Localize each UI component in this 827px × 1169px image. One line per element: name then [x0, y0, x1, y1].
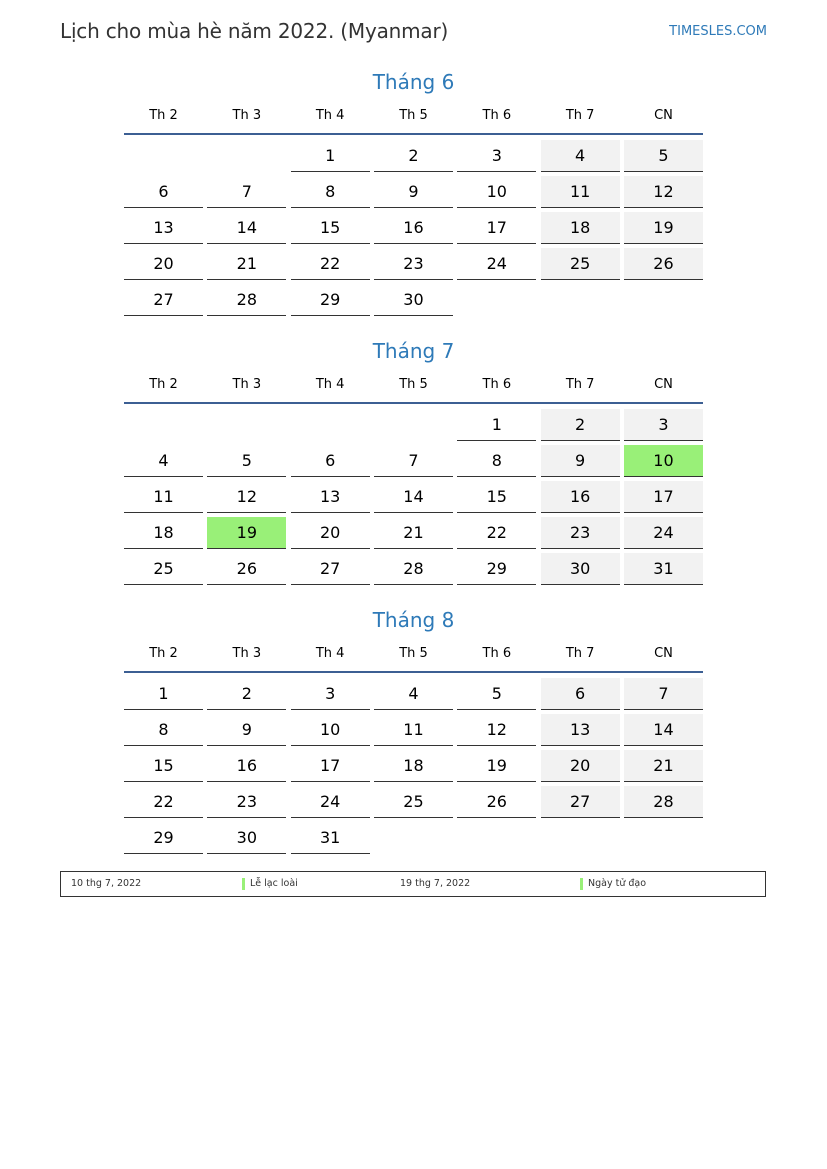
- day-cell: 7: [624, 678, 703, 710]
- empty-cell: [207, 409, 286, 441]
- weekday-label: CN: [654, 646, 673, 661]
- day-cell: 28: [624, 786, 703, 818]
- weekday-label: Th 6: [482, 377, 512, 392]
- day-cell: 22: [457, 517, 536, 549]
- empty-cell: [207, 140, 286, 172]
- days-grid: [124, 409, 703, 585]
- day-cell: 3: [457, 140, 536, 172]
- month-title: Tháng 8: [372, 608, 455, 632]
- weekday-label: Th 4: [315, 646, 345, 661]
- day-cell: 26: [624, 248, 703, 280]
- day-cell: 27: [541, 786, 620, 818]
- day-cell: 15: [457, 481, 536, 513]
- day-cell: 14: [207, 212, 286, 244]
- day-cell: 30: [541, 553, 620, 585]
- month-title: Tháng 7: [372, 339, 455, 363]
- day-cell: 12: [207, 481, 286, 513]
- weekday-label: Th 2: [149, 646, 178, 661]
- day-cell: 7: [374, 445, 453, 477]
- month-calendar-june: [124, 68, 703, 316]
- day-cell: 5: [457, 678, 536, 710]
- day-cell: 24: [457, 248, 536, 280]
- weekday-label: Th 6: [482, 646, 512, 661]
- day-cell: 11: [374, 714, 453, 746]
- day-cell: 28: [207, 284, 286, 316]
- weekday-label: Th 2: [149, 108, 178, 123]
- day-cell: 13: [291, 481, 370, 513]
- day-cell: 8: [457, 445, 536, 477]
- day-cell: 30: [207, 822, 286, 854]
- holiday-legend: [60, 871, 766, 897]
- day-cell: 15: [291, 212, 370, 244]
- weekday-label: CN: [654, 377, 673, 392]
- day-cell: 25: [374, 786, 453, 818]
- day-cell: 27: [291, 553, 370, 585]
- day-cell: 25: [541, 248, 620, 280]
- days-grid: [124, 140, 703, 316]
- day-cell: 8: [291, 176, 370, 208]
- empty-cell: [124, 409, 203, 441]
- weekday-header: [124, 643, 703, 673]
- day-cell: 15: [124, 750, 203, 782]
- day-cell: 23: [207, 786, 286, 818]
- day-cell: 16: [207, 750, 286, 782]
- day-cell: 23: [374, 248, 453, 280]
- day-cell: 8: [124, 714, 203, 746]
- day-cell: 2: [207, 678, 286, 710]
- weekday-label: Th 3: [232, 377, 262, 392]
- day-cell: 20: [291, 517, 370, 549]
- legend-holiday-name: Lễ lạc loài: [250, 878, 298, 889]
- day-cell: 17: [291, 750, 370, 782]
- day-cell: 16: [541, 481, 620, 513]
- month-calendar-july: [124, 337, 703, 585]
- day-cell: 14: [624, 714, 703, 746]
- day-cell: 5: [207, 445, 286, 477]
- day-cell: 9: [207, 714, 286, 746]
- day-cell: 4: [541, 140, 620, 172]
- empty-cell: [124, 140, 203, 172]
- weekday-label: CN: [654, 108, 673, 123]
- day-cell: 11: [541, 176, 620, 208]
- day-cell: 6: [541, 678, 620, 710]
- day-cell: 10: [291, 714, 370, 746]
- weekday-label: Th 7: [565, 646, 595, 661]
- day-cell: 21: [374, 517, 453, 549]
- day-cell: 23: [541, 517, 620, 549]
- brand-link[interactable]: TIMESLES.COM: [669, 24, 767, 39]
- page-title: Lịch cho mùa hè năm 2022. (Myanmar): [60, 19, 449, 43]
- day-cell: 29: [457, 553, 536, 585]
- day-cell: 24: [291, 786, 370, 818]
- day-cell: 10: [457, 176, 536, 208]
- day-cell: 31: [624, 553, 703, 585]
- weekday-label: Th 7: [565, 377, 595, 392]
- day-cell: 20: [541, 750, 620, 782]
- day-cell: 17: [457, 212, 536, 244]
- day-cell: 29: [124, 822, 203, 854]
- month-title: Tháng 6: [372, 70, 455, 94]
- weekday-label: Th 5: [399, 108, 428, 123]
- day-cell: 4: [374, 678, 453, 710]
- legend-date: 19 thg 7, 2022: [400, 878, 471, 889]
- day-cell: 9: [541, 445, 620, 477]
- day-cell: 1: [457, 409, 536, 441]
- weekday-label: Th 3: [232, 108, 262, 123]
- day-cell: 21: [207, 248, 286, 280]
- holiday-color-swatch: [242, 878, 245, 890]
- day-cell: 17: [624, 481, 703, 513]
- day-cell: 25: [124, 553, 203, 585]
- day-cell: 1: [291, 140, 370, 172]
- day-cell: 3: [624, 409, 703, 441]
- empty-cell: [374, 409, 453, 441]
- weekday-label: Th 5: [399, 646, 428, 661]
- holiday-day-cell: 10: [624, 445, 703, 477]
- weekday-label: Th 6: [482, 108, 512, 123]
- weekday-header: [124, 374, 703, 404]
- day-cell: 27: [124, 284, 203, 316]
- weekday-label: Th 7: [565, 108, 595, 123]
- day-cell: 1: [124, 678, 203, 710]
- days-grid: [124, 678, 703, 854]
- day-cell: 7: [207, 176, 286, 208]
- day-cell: 2: [541, 409, 620, 441]
- day-cell: 18: [541, 212, 620, 244]
- day-cell: 12: [457, 714, 536, 746]
- day-cell: 13: [541, 714, 620, 746]
- day-cell: 19: [457, 750, 536, 782]
- day-cell: 28: [374, 553, 453, 585]
- holiday-day-cell: 19: [207, 517, 286, 549]
- day-cell: 22: [291, 248, 370, 280]
- day-cell: 4: [124, 445, 203, 477]
- day-cell: 30: [374, 284, 453, 316]
- day-cell: 6: [291, 445, 370, 477]
- weekday-header: [124, 105, 703, 135]
- weekday-label: Th 4: [315, 377, 345, 392]
- holiday-color-swatch: [580, 878, 583, 890]
- day-cell: 5: [624, 140, 703, 172]
- day-cell: 31: [291, 822, 370, 854]
- day-cell: 29: [291, 284, 370, 316]
- day-cell: 20: [124, 248, 203, 280]
- day-cell: 22: [124, 786, 203, 818]
- day-cell: 19: [624, 212, 703, 244]
- day-cell: 16: [374, 212, 453, 244]
- day-cell: 18: [124, 517, 203, 549]
- day-cell: 13: [124, 212, 203, 244]
- day-cell: 6: [124, 176, 203, 208]
- day-cell: 14: [374, 481, 453, 513]
- weekday-label: Th 2: [149, 377, 178, 392]
- empty-cell: [291, 409, 370, 441]
- legend-holiday-name: Ngày tử đạo: [588, 878, 647, 889]
- day-cell: 9: [374, 176, 453, 208]
- day-cell: 18: [374, 750, 453, 782]
- day-cell: 26: [207, 553, 286, 585]
- day-cell: 26: [457, 786, 536, 818]
- weekday-label: Th 4: [315, 108, 345, 123]
- day-cell: 11: [124, 481, 203, 513]
- day-cell: 2: [374, 140, 453, 172]
- weekday-label: Th 5: [399, 377, 428, 392]
- day-cell: 3: [291, 678, 370, 710]
- legend-date: 10 thg 7, 2022: [71, 878, 142, 889]
- day-cell: 12: [624, 176, 703, 208]
- month-calendar-august: [124, 606, 703, 854]
- day-cell: 21: [624, 750, 703, 782]
- weekday-label: Th 3: [232, 646, 262, 661]
- day-cell: 24: [624, 517, 703, 549]
